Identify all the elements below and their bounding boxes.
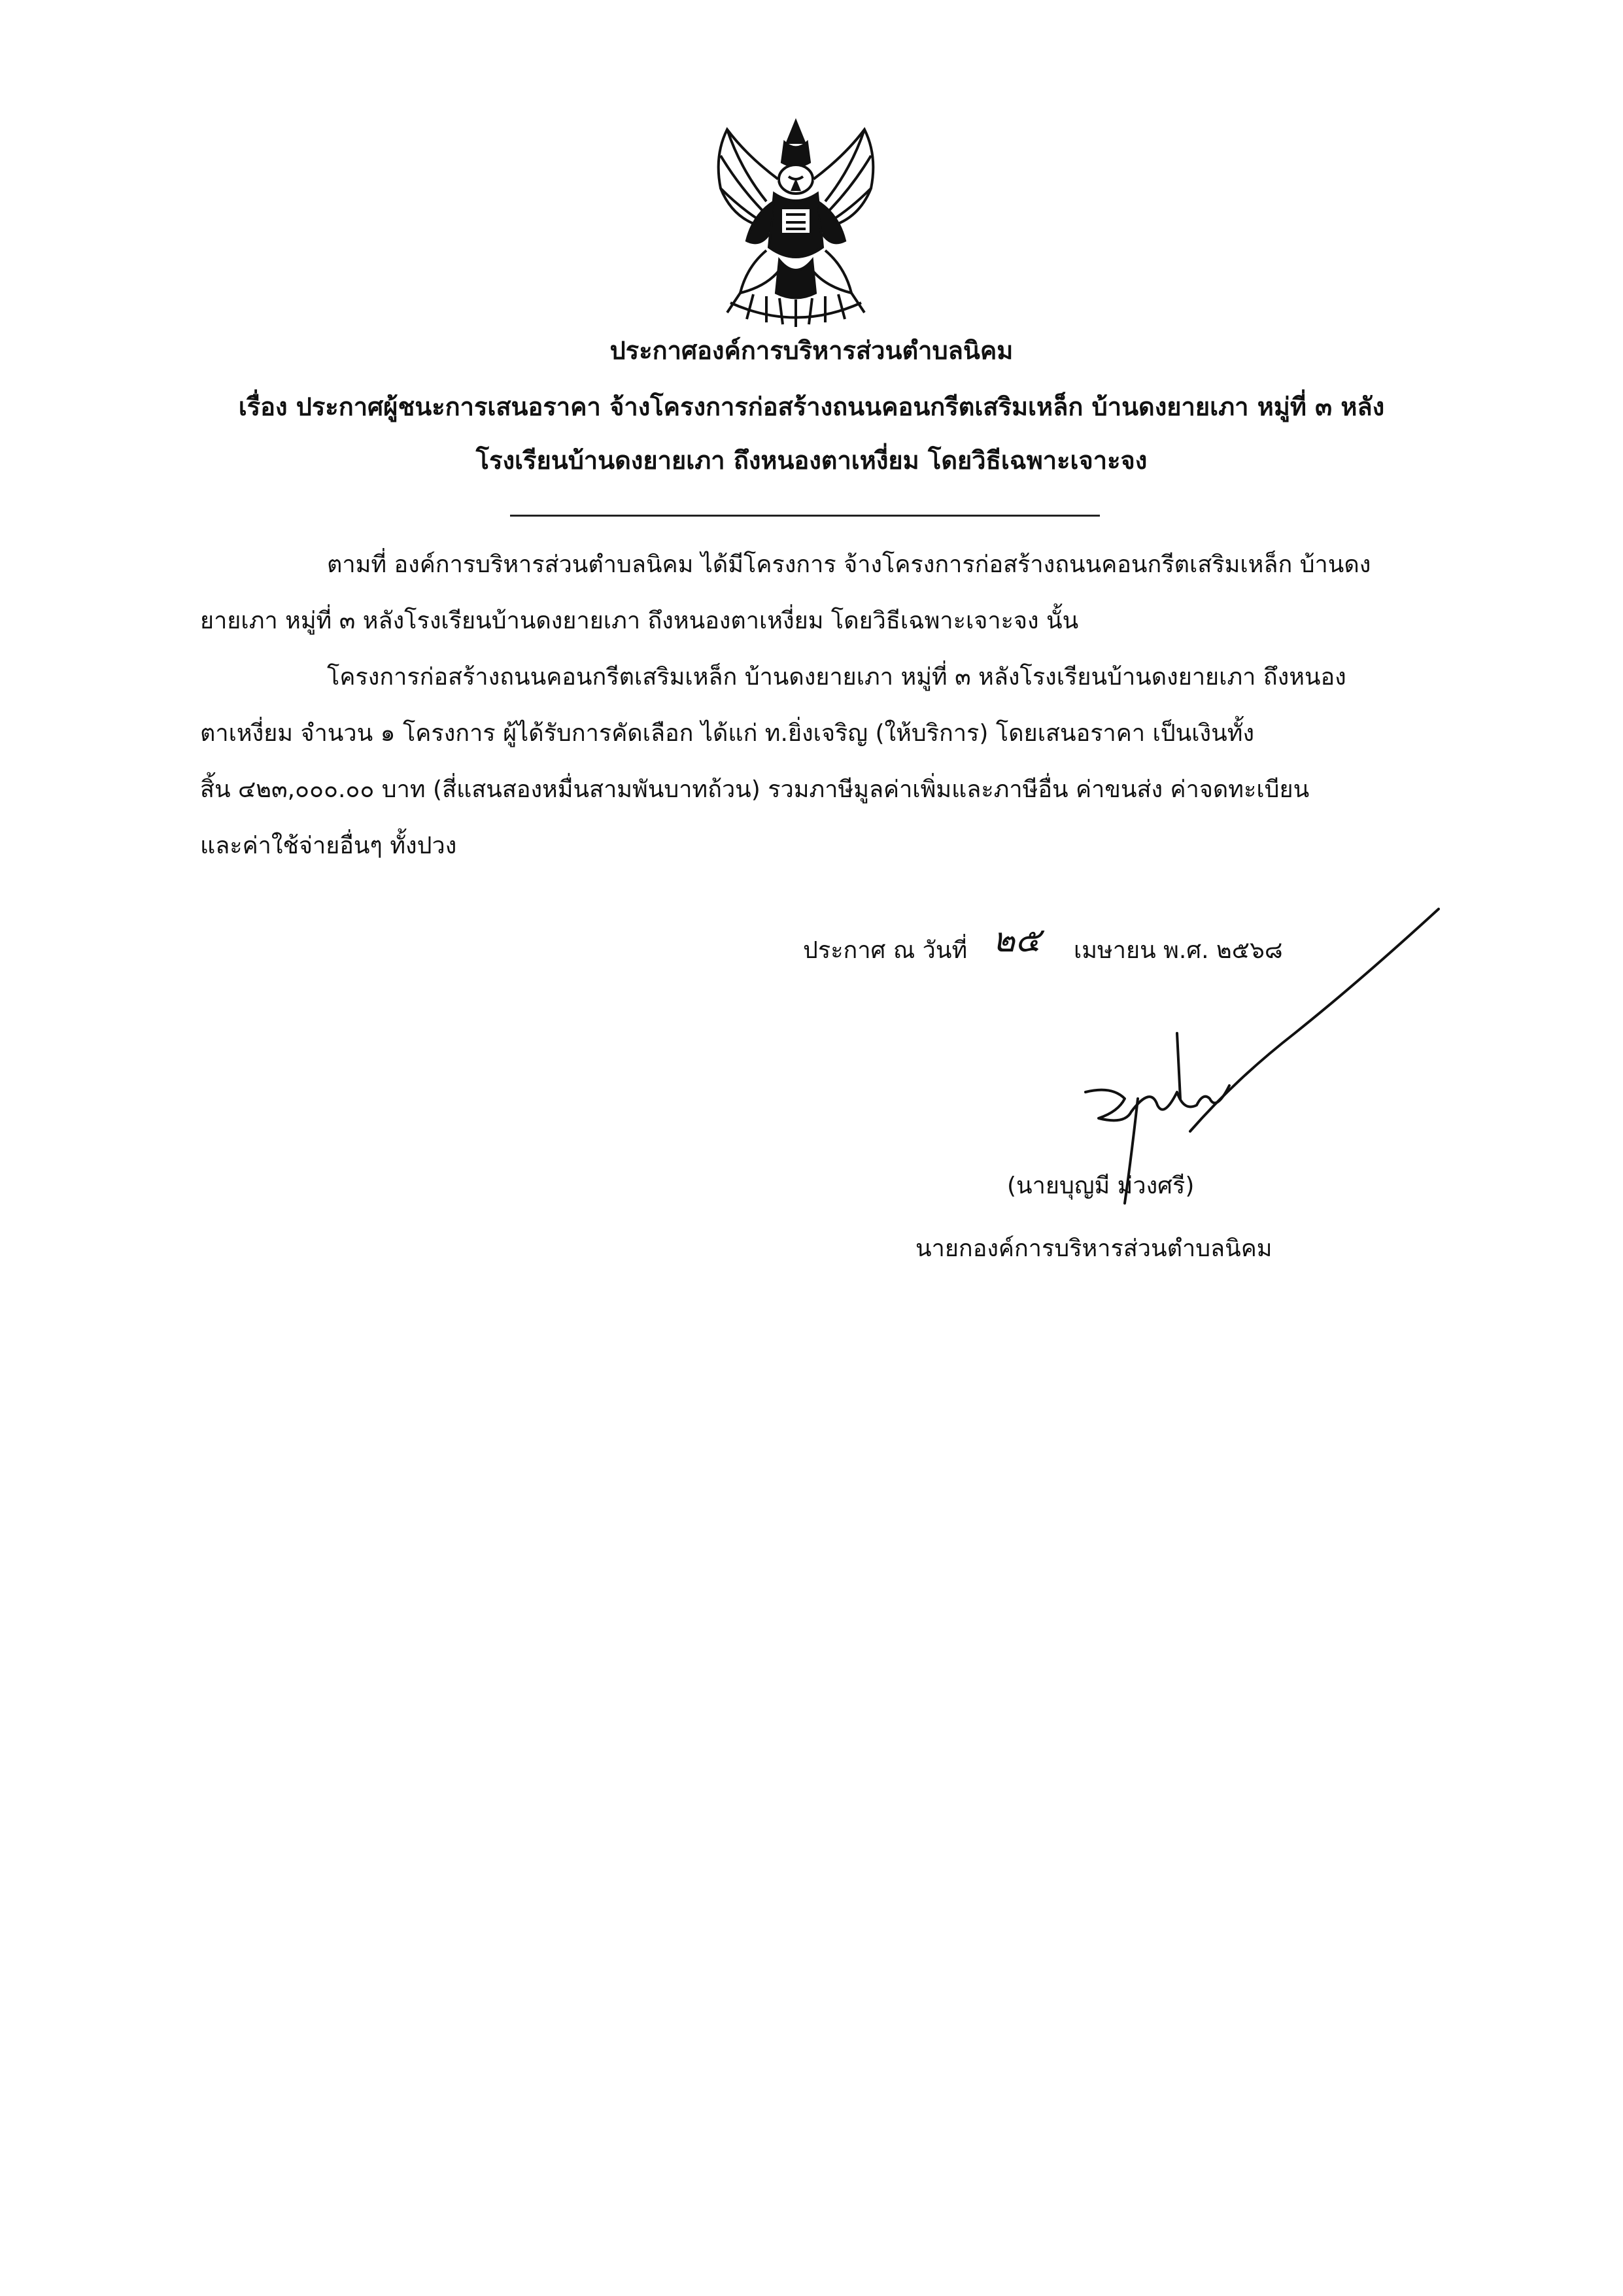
subject-line-1: เรื่อง ประกาศผู้ชนะการเสนอราคา จ้างโครงการก่อสร้างถนนคอนกรีตเสริมเหล็ก บ้านดงยายเภา หมู่ที่ ๓ หลัง: [238, 392, 1385, 421]
date-day-handwritten: ๒๕: [993, 921, 1041, 960]
date-month-year: เมษายน พ.ศ. ๒๕๖๘: [1074, 937, 1283, 964]
date-prefix: ประกาศ ณ วันที่: [803, 937, 968, 964]
announcement-title: ประกาศองค์การบริหารส่วนตำบลนิคม: [609, 336, 1014, 365]
title-divider: [510, 515, 1100, 517]
subject-line-2: โรงเรียนบ้านดงยายเภา ถึงหนองตาเหงี่ยม โดยวิธีเฉพาะเจาะจง: [475, 446, 1148, 475]
signatory-name: (นายบุญมี ม่วงศรี): [1007, 1173, 1195, 1199]
para2-line2: ตาเหงี่ยม จำนวน ๑ โครงการ ผู้ได้รับการคัดเลือก ได้แก่ ท.ยิ่งเจริญ (ให้บริการ) โดยเสนอราคา เป็นเงินทั้ง: [200, 720, 1255, 747]
garuda-emblem: [701, 116, 891, 331]
para2-line3: สิ้น ๔๒๓,๐๐๐.๐๐ บาท (สี่แสนสองหมื่นสามพันบาทถ้วน) รวมภาษีมูลค่าเพิ่มและภาษีอื่น ค่าขนส่ง ค่าจดทะเบียน: [200, 776, 1310, 803]
signatory-position: นายกองค์การบริหารส่วนตำบลนิคม: [915, 1235, 1273, 1262]
para2-line4: และค่าใช้จ่ายอื่นๆ ทั้งปวง: [200, 832, 457, 859]
para1-line1: ตามที่ องค์การบริหารส่วนตำบลนิคม ได้มีโครงการ จ้างโครงการก่อสร้างถนนคอนกรีตเสริมเหล็ก บ้านดง: [327, 551, 1371, 578]
para2-line1: โครงการก่อสร้างถนนคอนกรีตเสริมเหล็ก บ้านดงยายเภา หมู่ที่ ๓ หลังโรงเรียนบ้านดงยายเภา ถึงหนอง: [327, 664, 1346, 691]
para1-line2: ยายเภา หมู่ที่ ๓ หลังโรงเรียนบ้านดงยายเภา ถึงหนองตาเหงี่ยม โดยวิธีเฉพาะเจาะจง นั้น: [200, 608, 1079, 634]
